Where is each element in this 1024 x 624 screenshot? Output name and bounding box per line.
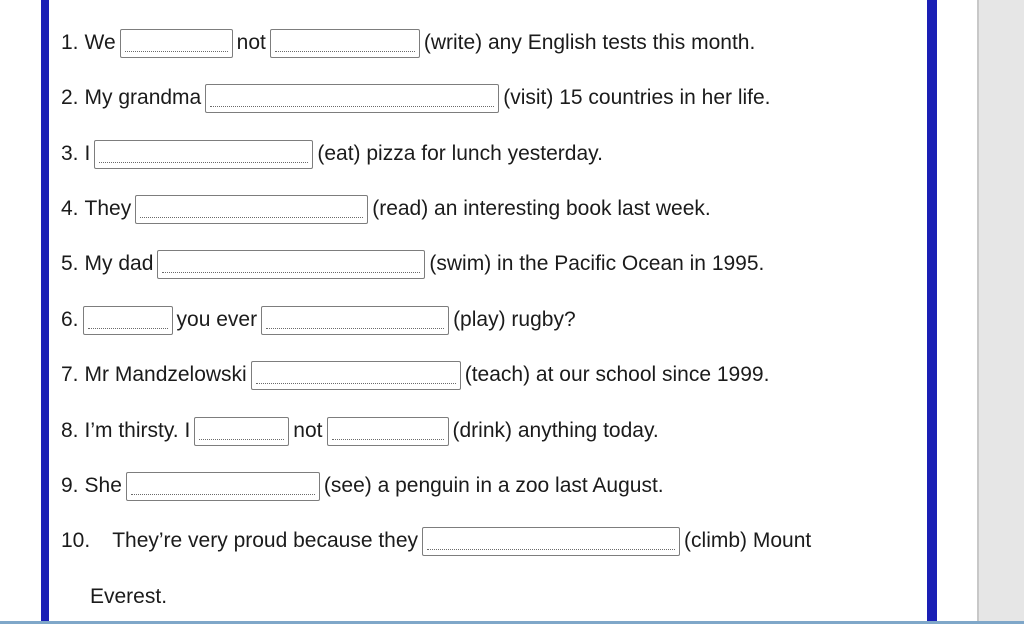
item-text: not bbox=[293, 419, 323, 442]
item-text: (teach) at our school since 1999. bbox=[464, 363, 770, 386]
exercise-item-3 bbox=[61, 137, 603, 171]
exercise-item-5 bbox=[61, 247, 764, 281]
right-gutter bbox=[937, 0, 977, 624]
item-text: (see) a penguin in a zoo last August. bbox=[323, 474, 664, 497]
answer-input[interactable] bbox=[126, 472, 320, 501]
item-text: They bbox=[84, 197, 132, 220]
item-number: 4. bbox=[61, 197, 79, 220]
answer-input[interactable] bbox=[205, 84, 499, 113]
exercise-item-7 bbox=[61, 358, 769, 392]
scrollbar-track[interactable] bbox=[977, 0, 979, 624]
item-number: 5. bbox=[61, 252, 79, 275]
exercise-item-8 bbox=[61, 414, 659, 448]
item-number: 9. bbox=[61, 474, 79, 497]
exercise-item-2 bbox=[61, 81, 771, 115]
item-text: Everest. bbox=[90, 585, 168, 608]
item-text: They’re very proud because they bbox=[112, 529, 419, 552]
answer-input[interactable] bbox=[327, 417, 449, 446]
answer-input[interactable] bbox=[270, 29, 420, 58]
item-text: you ever bbox=[176, 308, 258, 331]
item-number: 10. bbox=[61, 529, 91, 552]
item-number: 1. bbox=[61, 31, 79, 54]
answer-input[interactable] bbox=[251, 361, 461, 390]
worksheet-left-border bbox=[41, 0, 49, 624]
item-text: (play) rugby? bbox=[453, 308, 576, 331]
worksheet-right-border bbox=[927, 0, 937, 624]
answer-input[interactable] bbox=[261, 306, 449, 335]
item-text: We bbox=[84, 31, 116, 54]
item-text: (drink) anything today. bbox=[452, 419, 659, 442]
left-margin bbox=[0, 0, 41, 624]
item-text: (climb) Mount bbox=[684, 529, 812, 552]
answer-input[interactable] bbox=[157, 250, 425, 279]
exercise-item-10 bbox=[61, 524, 811, 558]
item-text: Mr Mandzelowski bbox=[84, 363, 247, 386]
item-text: (write) any English tests this month. bbox=[423, 31, 756, 54]
item-number: 2. bbox=[61, 86, 79, 109]
item-number: 6. bbox=[61, 308, 79, 331]
answer-input[interactable] bbox=[94, 140, 313, 169]
item-text: not bbox=[236, 31, 266, 54]
item-text: (eat) pizza for lunch yesterday. bbox=[317, 142, 603, 165]
item-text: (read) an interesting book last week. bbox=[372, 197, 711, 220]
item-text: (visit) 15 countries in her life. bbox=[503, 86, 771, 109]
exercise-item-1 bbox=[61, 26, 755, 60]
item-number: 3. bbox=[61, 142, 79, 165]
item-text: I bbox=[84, 142, 91, 165]
answer-input[interactable] bbox=[422, 527, 680, 556]
item-text: I’m thirsty. I bbox=[84, 419, 191, 442]
item-number: 7. bbox=[61, 363, 79, 386]
answer-input[interactable] bbox=[194, 417, 289, 446]
exercise-item-6 bbox=[61, 303, 576, 337]
item-number: 8. bbox=[61, 419, 79, 442]
answer-input[interactable] bbox=[120, 29, 233, 58]
answer-input[interactable] bbox=[135, 195, 368, 224]
answer-input[interactable] bbox=[83, 306, 173, 335]
exercise-item-4 bbox=[61, 192, 711, 226]
item-text: She bbox=[84, 474, 122, 497]
exercise-item-9 bbox=[61, 469, 664, 503]
item-text: My dad bbox=[84, 252, 154, 275]
item-text: (swim) in the Pacific Ocean in 1995. bbox=[429, 252, 765, 275]
item-text: My grandma bbox=[84, 86, 202, 109]
exercise-item-10-continuation bbox=[90, 580, 167, 614]
